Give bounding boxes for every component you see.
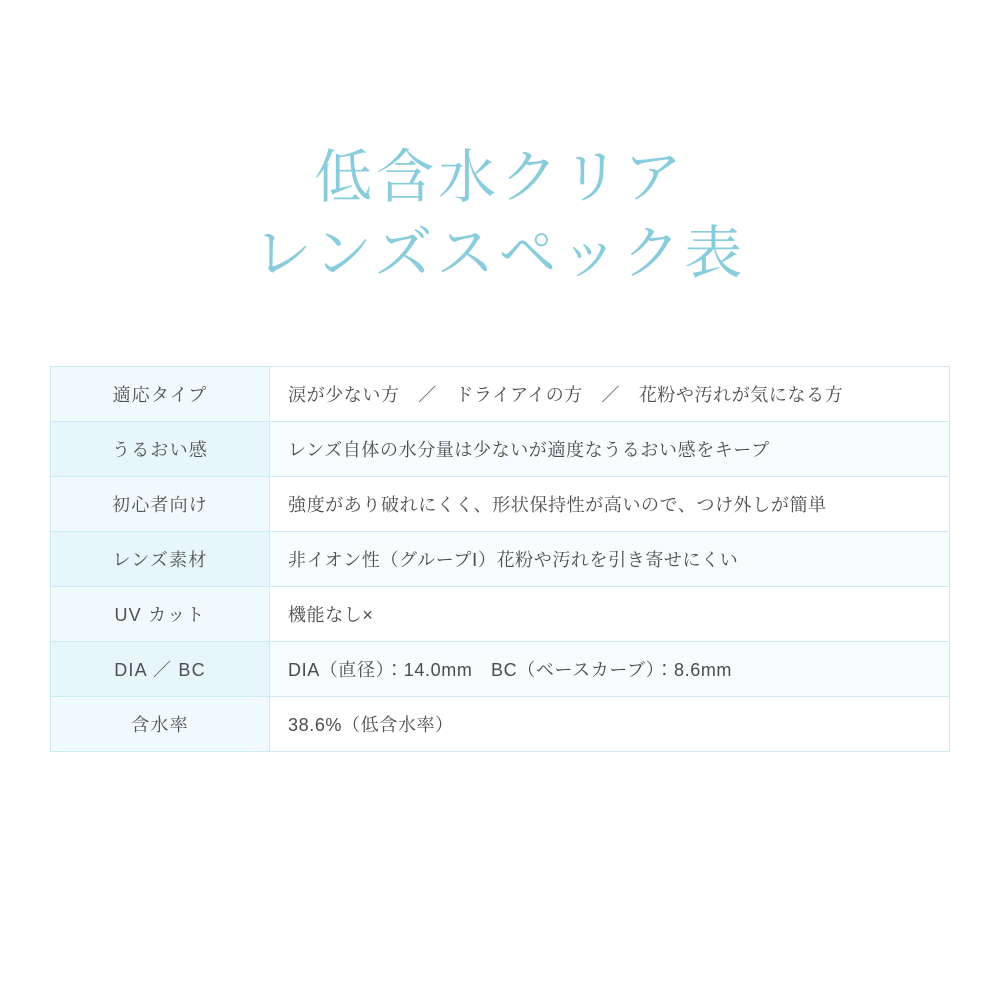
spec-label-含水率: 含水率 <box>51 697 270 752</box>
table-row <box>51 477 950 532</box>
spec-table-body <box>51 367 950 752</box>
spec-label-適応タイプ: 適応タイプ <box>51 367 270 422</box>
table-row <box>51 367 950 422</box>
spec-label-dia-bc: DIA ／ BC <box>51 642 270 697</box>
page-title-line-2: レンズスペック表 <box>253 221 747 286</box>
table-row <box>51 422 950 477</box>
table-row <box>51 532 950 587</box>
page-title <box>0 140 1000 292</box>
spec-label-うるおい感: うるおい感 <box>51 422 270 477</box>
spec-label-レンズ素材: レンズ素材 <box>51 532 270 587</box>
spec-label-初心者向け: 初心者向け <box>51 477 270 532</box>
spec-value-適応タイプ: 涙が少ない方 ／ ドライアイの方 ／ 花粉や汚れが気になる方 <box>270 367 950 422</box>
spec-value-うるおい感: レンズ自体の水分量は少ないが適度なうるおい感をキープ <box>270 422 950 477</box>
spec-value-dia-bc: DIA（直径）：14.0mm BC（ベースカーブ）：8.6mm <box>270 642 950 697</box>
spec-value-レンズ素材: 非イオン性（グループⅠ）花粉や汚れを引き寄せにくい <box>270 532 950 587</box>
spec-label-uv-cut: UV カット <box>51 587 270 642</box>
spec-value-uv-cut: 機能なし× <box>270 587 950 642</box>
table-row <box>51 642 950 697</box>
table-row <box>51 587 950 642</box>
page-title-line-1: 低含水クリア <box>313 145 686 210</box>
spec-value-含水率: 38.6%（低含水率） <box>270 697 950 752</box>
spec-value-初心者向け: 強度があり破れにくく、形状保持性が高いので、つけ外しが簡単 <box>270 477 950 532</box>
table-row <box>51 697 950 752</box>
lens-spec-table <box>50 366 950 752</box>
